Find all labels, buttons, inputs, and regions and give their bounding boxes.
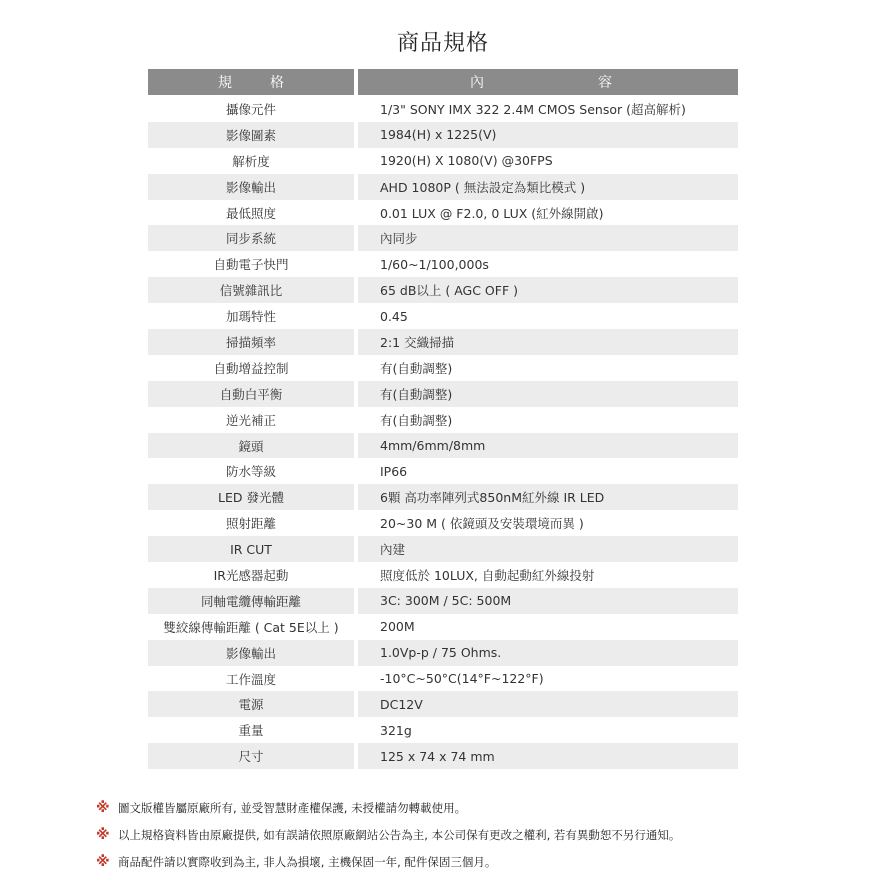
table-row bbox=[148, 614, 738, 640]
spec-value: 內建 bbox=[380, 542, 406, 558]
spec-value: 2:1 交織掃描 bbox=[380, 334, 455, 350]
table-row bbox=[148, 640, 738, 666]
note-item bbox=[96, 794, 856, 821]
spec-label: 信號雜訊比 bbox=[219, 283, 283, 299]
spec-label: 自動增益控制 bbox=[213, 360, 289, 376]
spec-label: 掃描頻率 bbox=[225, 334, 276, 350]
table-row bbox=[148, 458, 738, 484]
table-row bbox=[148, 562, 738, 588]
spec-value: 1/60~1/100,000s bbox=[380, 256, 489, 272]
spec-value: IP66 bbox=[380, 463, 408, 479]
spec-label: 尺寸 bbox=[238, 749, 264, 765]
table-row bbox=[148, 251, 738, 277]
table-row bbox=[148, 433, 738, 459]
table-row bbox=[148, 303, 738, 329]
spec-label: 鏡頭 bbox=[238, 438, 264, 454]
note-mark-icon: ※ bbox=[96, 826, 110, 843]
spec-value: 有(自動調整) bbox=[380, 360, 453, 376]
spec-value: 200M bbox=[380, 619, 415, 635]
spec-label: 攝像元件 bbox=[225, 101, 276, 117]
spec-value: AHD 1080P ( 無法設定為類比模式 ) bbox=[380, 179, 586, 195]
spec-value: 4mm/6mm/8mm bbox=[380, 438, 486, 454]
note-mark-icon: ※ bbox=[96, 799, 110, 816]
spec-label: 最低照度 bbox=[225, 205, 276, 221]
spec-value: 321g bbox=[380, 722, 412, 738]
spec-label: 逆光補正 bbox=[225, 412, 276, 428]
spec-value: 照度低於 10LUX, 自動起動紅外線投射 bbox=[380, 567, 595, 583]
spec-label: 同步系統 bbox=[225, 231, 276, 247]
header-spec-char-1: 規 bbox=[218, 75, 232, 91]
header-content-char-1: 內 bbox=[470, 75, 484, 91]
table-row bbox=[148, 666, 738, 692]
spec-value: 65 dB以上 ( AGC OFF ) bbox=[380, 283, 519, 299]
spec-value: 3C: 300M / 5C: 500M bbox=[380, 593, 512, 609]
table-row bbox=[148, 536, 738, 562]
spec-label: 影像圖素 bbox=[225, 127, 276, 143]
spec-label: 照射距離 bbox=[225, 516, 276, 532]
table-row bbox=[148, 329, 738, 355]
note-text: 圖文版權皆屬原廠所有, 並受智慧財產權保護, 未授權請勿轉載使用。 bbox=[118, 800, 467, 815]
table-header bbox=[148, 69, 738, 95]
spec-label: 防水等級 bbox=[225, 464, 276, 480]
note-mark-icon: ※ bbox=[96, 853, 110, 870]
spec-value: 有(自動調整) bbox=[380, 412, 453, 428]
table-row bbox=[148, 200, 738, 226]
spec-value: 20~30 M ( 依鏡頭及安裝環境而異 ) bbox=[380, 516, 584, 532]
notes-list bbox=[96, 794, 856, 875]
header-spec-col bbox=[148, 69, 354, 95]
spec-value: 1920(H) X 1080(V) @30FPS bbox=[380, 153, 553, 169]
table-row bbox=[148, 122, 738, 148]
spec-value: 內同步 bbox=[380, 231, 418, 247]
note-item bbox=[96, 848, 856, 875]
table-row bbox=[148, 174, 738, 200]
spec-label: 工作溫度 bbox=[225, 671, 276, 687]
spec-value: 1/3" SONY IMX 322 2.4M CMOS Sensor (超高解析) bbox=[380, 101, 686, 117]
spec-label: 電源 bbox=[238, 697, 264, 713]
spec-value: 有(自動調整) bbox=[380, 386, 453, 402]
spec-label: 雙絞線傳輸距離 ( Cat 5E以上 ) bbox=[163, 619, 339, 635]
spec-label: 自動電子快門 bbox=[213, 257, 289, 273]
table-row bbox=[148, 588, 738, 614]
table-row bbox=[148, 277, 738, 303]
table-row bbox=[148, 381, 738, 407]
header-spec-char-2: 格 bbox=[270, 75, 284, 91]
spec-value: 0.01 LUX @ F2.0, 0 LUX (紅外線開啟) bbox=[380, 205, 604, 221]
table-row bbox=[148, 96, 738, 122]
spec-label: 自動白平衡 bbox=[219, 386, 283, 402]
table-row bbox=[148, 484, 738, 510]
note-text: 以上規格資料皆由原廠提供, 如有誤請依照原廠網站公告為主, 本公司保有更改之權利, 若有異動恕不另行通知。 bbox=[118, 827, 681, 842]
spec-label: 影像輸出 bbox=[225, 179, 276, 195]
header-content-col bbox=[358, 69, 738, 95]
table-row bbox=[148, 743, 738, 769]
spec-label: 影像輸出 bbox=[225, 645, 276, 661]
table-row bbox=[148, 225, 738, 251]
spec-value: 125 x 74 x 74 mm bbox=[380, 748, 495, 764]
spec-value: -10°C~50°C(14°F~122°F) bbox=[380, 671, 544, 687]
table-row bbox=[148, 407, 738, 433]
header-content-char-2: 容 bbox=[598, 75, 612, 91]
spec-value: 1.0Vp-p / 75 Ohms. bbox=[380, 645, 502, 661]
spec-value: 0.45 bbox=[380, 308, 408, 324]
spec-label: IR光感器起動 bbox=[213, 567, 289, 583]
spec-value: 1984(H) x 1225(V) bbox=[380, 127, 497, 143]
spec-value: DC12V bbox=[380, 696, 423, 712]
table-body bbox=[148, 96, 738, 769]
spec-label: 同軸電纜傳輸距離 bbox=[200, 593, 301, 609]
spec-table bbox=[148, 69, 738, 769]
spec-label: 重量 bbox=[238, 723, 264, 739]
spec-value: 6顆 高功率陣列式850nM紅外線 IR LED bbox=[380, 490, 605, 506]
table-row bbox=[148, 691, 738, 717]
spec-label: 解析度 bbox=[232, 153, 270, 169]
note-text: 商品配件請以實際收到為主, 非人為損壞, 主機保固一年, 配件保固三個月。 bbox=[118, 854, 497, 869]
spec-label: IR CUT bbox=[230, 541, 272, 557]
spec-label: LED 發光體 bbox=[218, 490, 284, 506]
page-title: 商品規格 bbox=[396, 31, 489, 56]
table-row bbox=[148, 717, 738, 743]
note-item bbox=[96, 821, 856, 848]
table-row bbox=[148, 148, 738, 174]
table-row bbox=[148, 355, 738, 381]
spec-label: 加瑪特性 bbox=[225, 309, 276, 325]
table-row bbox=[148, 510, 738, 536]
